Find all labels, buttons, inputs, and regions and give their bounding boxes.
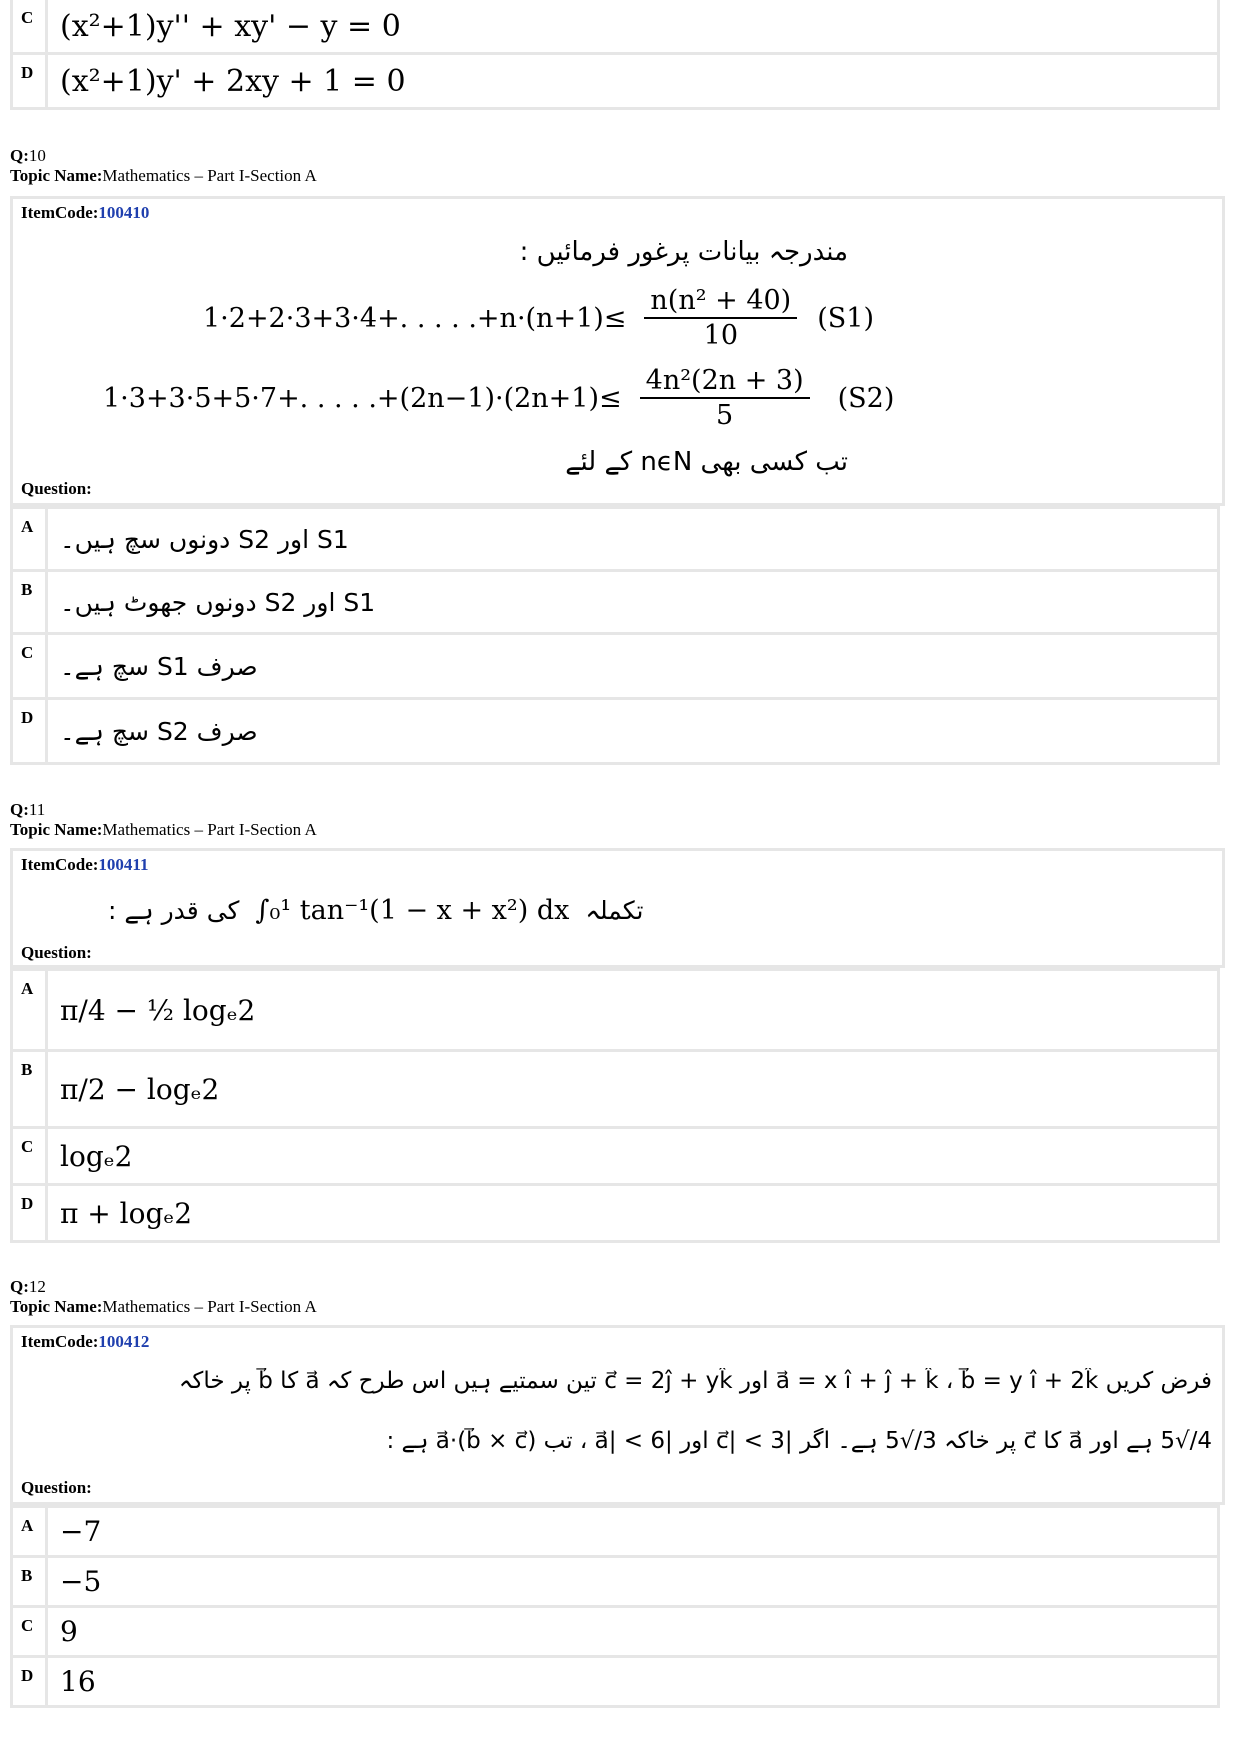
option-letter: C bbox=[13, 1608, 45, 1655]
option-row-a[interactable] bbox=[13, 1508, 1217, 1555]
q12-line-1: فرض کریں a⃗ = x î + ĵ + k̂ ، b⃗ = y î + 2k̂ اور c⃗ = 2ĵ + yk̂ تین سمتیے ہیں اس طرح کہ a⃗ کا b⃗ پر خاکہ bbox=[178, 1368, 1212, 1394]
option-text: −7 bbox=[48, 1508, 1217, 1555]
option-row-b[interactable] bbox=[13, 1558, 1217, 1605]
q10-tail: تب کسی بھی nϵN کے لئے bbox=[565, 447, 848, 477]
option-letter: B bbox=[13, 1558, 45, 1605]
option-text: صرف S2 سچ ہے۔ bbox=[60, 716, 258, 746]
s1-denominator: 10 bbox=[703, 320, 738, 351]
option-row-a[interactable] bbox=[13, 509, 1217, 569]
topic-name: Mathematics – Part I-Section A bbox=[102, 166, 317, 185]
q11-item-box bbox=[10, 848, 1225, 968]
q10-item-box bbox=[10, 196, 1225, 506]
item-code-value: 100412 bbox=[98, 1332, 150, 1351]
s2-denominator: 5 bbox=[716, 400, 734, 431]
option-letter: C bbox=[13, 635, 45, 697]
option-row-b[interactable] bbox=[13, 572, 1217, 632]
option-letter: B bbox=[13, 1052, 45, 1126]
option-text: S1 اور S2 دونوں جھوٹ ہیں۔ bbox=[60, 587, 376, 617]
s1-fraction bbox=[644, 287, 797, 349]
option-text: π/4 − ½ logₑ2 bbox=[48, 971, 1217, 1049]
option-letter: D bbox=[13, 700, 45, 762]
option-letter: A bbox=[13, 509, 45, 569]
question-label: Question: bbox=[21, 479, 92, 498]
q10-options-table bbox=[10, 506, 1220, 765]
q11-suffix: کی قدر ہے : bbox=[108, 896, 240, 925]
q11-header bbox=[10, 800, 317, 840]
option-row-d[interactable] bbox=[13, 1658, 1217, 1705]
s2-numerator: 4n²(2n + 3) bbox=[640, 367, 810, 399]
q12-item-box bbox=[10, 1325, 1225, 1505]
option-text-wrap bbox=[48, 509, 1217, 569]
option-row-d[interactable] bbox=[13, 1186, 1217, 1240]
item-code: ItemCode:100410 bbox=[21, 203, 150, 222]
s2-fraction bbox=[640, 367, 810, 429]
question-label: Question: bbox=[21, 1478, 92, 1497]
item-code: ItemCode:100412 bbox=[21, 1332, 150, 1351]
question-number: 11 bbox=[28, 800, 46, 819]
option-row-c[interactable] bbox=[13, 1129, 1217, 1183]
option-text: logₑ2 bbox=[48, 1129, 1217, 1183]
option-row-a[interactable] bbox=[13, 971, 1217, 1049]
topic-label: Topic Name: bbox=[10, 820, 103, 839]
option-row-d[interactable] bbox=[13, 55, 1217, 107]
option-row-d[interactable] bbox=[13, 700, 1217, 762]
question-number: 12 bbox=[28, 1277, 46, 1296]
option-text: (x²+1)y'' + xy' − y = 0 bbox=[48, 0, 1217, 52]
q11-integral: ∫₀¹ tan⁻¹(1 − x + x²) dx bbox=[255, 895, 570, 926]
option-letter: D bbox=[13, 55, 45, 107]
option-letter: B bbox=[13, 572, 45, 632]
topic-name: Mathematics – Part I-Section A bbox=[102, 820, 317, 839]
option-row-b[interactable] bbox=[13, 1052, 1217, 1126]
option-text-wrap bbox=[48, 700, 1217, 762]
q12-options-table bbox=[10, 1505, 1220, 1708]
option-text-wrap bbox=[48, 635, 1217, 697]
topic-name: Mathematics – Part I-Section A bbox=[102, 1297, 317, 1316]
item-code-value: 100411 bbox=[98, 855, 149, 874]
option-text: 16 bbox=[48, 1658, 1217, 1705]
option-text: −5 bbox=[48, 1558, 1217, 1605]
q11-options-table bbox=[10, 968, 1220, 1243]
question-number: 10 bbox=[28, 146, 46, 165]
option-text-wrap bbox=[48, 572, 1217, 632]
statement-s1 bbox=[203, 287, 874, 349]
q10-intro: مندرجہ بیانات پرغور فرمائیں : bbox=[519, 237, 848, 267]
option-row-c[interactable] bbox=[13, 1608, 1217, 1655]
option-letter: C bbox=[13, 0, 45, 52]
q11-stem bbox=[108, 895, 644, 926]
topic-label: Topic Name: bbox=[10, 166, 103, 185]
option-row-c[interactable] bbox=[13, 0, 1217, 52]
statement-s2 bbox=[103, 367, 894, 429]
q12-line-2: 4/√5 ہے اور a⃗ کا c⃗ پر خاکہ 3/√5 ہے۔ اگر |c⃗| < 3 اور |a⃗| < 6 ، تب a⃗·(b⃗ × c⃗) ہے : bbox=[386, 1428, 1212, 1454]
q9-options-table bbox=[10, 0, 1220, 110]
option-text: (x²+1)y' + 2xy + 1 = 0 bbox=[48, 55, 1217, 107]
s2-lhs: 1·3+3·5+5·7+. . . . .+(2n−1)·(2n+1)≤ bbox=[103, 382, 622, 414]
option-text: S1 اور S2 دونوں سچ ہیں۔ bbox=[60, 524, 349, 554]
q10-header bbox=[10, 146, 317, 186]
option-text: صرف S1 سچ ہے۔ bbox=[60, 651, 258, 681]
question-label: Question: bbox=[21, 943, 92, 962]
option-text: π/2 − logₑ2 bbox=[48, 1052, 1217, 1126]
option-text: π + logₑ2 bbox=[48, 1186, 1217, 1240]
s1-tag: (S1) bbox=[817, 302, 874, 334]
s1-lhs: 1·2+2·3+3·4+. . . . .+n·(n+1)≤ bbox=[203, 302, 627, 334]
item-code-value: 100410 bbox=[98, 203, 150, 222]
q12-header bbox=[10, 1277, 317, 1317]
option-letter: A bbox=[13, 971, 45, 1049]
question-number-label: Q: bbox=[10, 1277, 29, 1296]
s1-numerator: n(n² + 40) bbox=[644, 287, 797, 319]
s2-tag: (S2) bbox=[837, 382, 895, 414]
question-number-label: Q: bbox=[10, 146, 29, 165]
item-code: ItemCode:100411 bbox=[21, 855, 149, 874]
topic-label: Topic Name: bbox=[10, 1297, 103, 1316]
option-row-c[interactable] bbox=[13, 635, 1217, 697]
option-letter: C bbox=[13, 1129, 45, 1183]
option-text: 9 bbox=[48, 1608, 1217, 1655]
option-letter: A bbox=[13, 1508, 45, 1555]
option-letter: D bbox=[13, 1658, 45, 1705]
q11-prefix: تکملہ bbox=[585, 896, 644, 925]
question-number-label: Q: bbox=[10, 800, 29, 819]
option-letter: D bbox=[13, 1186, 45, 1240]
